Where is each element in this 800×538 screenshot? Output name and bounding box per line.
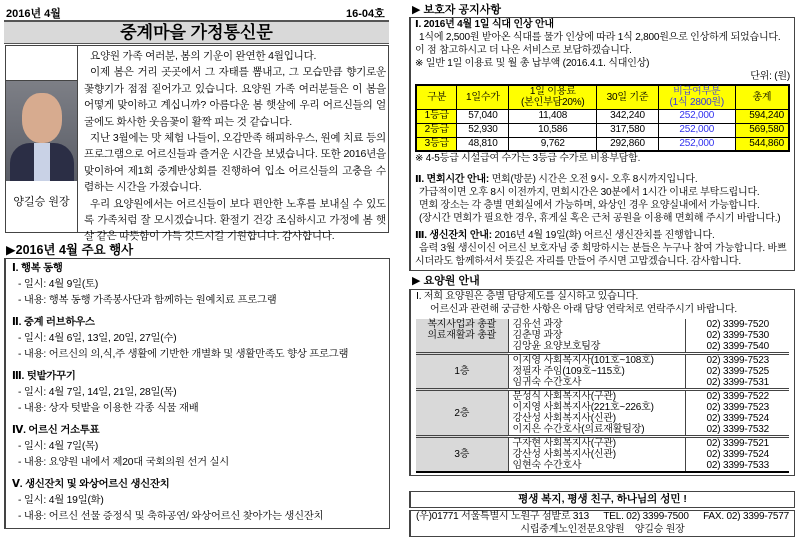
staff-name: 정필자 주임(109호~115호) [508,366,686,377]
contact-row [416,354,789,367]
contact-group: 복지사업과 총괄 의료재활과 총괄 [416,319,508,354]
staff-phone: 02) 3399-7525 [706,366,769,377]
footer-address: (우)01771 서울특별시 노원구 섬밭로 313 [416,511,589,522]
intro-paragraph: 지난 3월에는 맛 체험 나들이, 오감만족 해피하우스, 원예 치료 등의 프로그램으로 어르신들과 즐거운 시간을 보냈습니다. 또한 2016년을 맞이하여 제1회 중계반상회를 진행하여 입소 어르신들의 고충을 수렴하는 시간을 가졌습니다. [84,132,386,194]
fee-header [735,85,789,109]
contact-group: 3층 [416,437,508,473]
staff-phone: 02) 3399-7523 [706,402,769,413]
fee-cell: 48,810 [457,137,509,151]
event-date: - 일시: 4월 9일(토) [18,279,99,290]
birthday-lead: 2016년 4월 19일(화) 어르신 생신잔치를 진행합니다. [491,230,715,241]
fee-header-text: 1일 이용료 [529,86,576,98]
fee-header [597,85,658,109]
staff-phone: 02) 3399-7520 [706,319,769,330]
notices-title: ▶ 보호자 공지사항 [412,4,501,16]
motto: 평생 복지, 평생 친구, 하나님의 성민 ! [409,491,795,508]
fee-cell: 2등급 [416,123,457,137]
fee-row [416,137,789,151]
staff-phone: 02) 3399-7532 [706,424,769,435]
fee-cell: 3등급 [416,137,457,151]
visit-notice [415,173,790,225]
staff-name: 김앙윤 요양보호팀장 [508,341,686,354]
fee-cell: 292,860 [597,137,658,151]
visit-head: Ⅱ. 면회시간 안내: [415,174,490,185]
staff-name: 임현숙 수간호사 [508,460,686,472]
staff-phone: 02) 3399-7521 [686,437,789,450]
visit-line: 면회 장소는 각 층별 면회실에서 가능하며, 와상인 경우 요양실내에서 가능합니다. [419,200,760,211]
event-date: - 일시: 4월 7일, 14일, 21일, 28일(목) [18,387,177,398]
fee-header-text: 구분 [427,91,447,103]
birthday-body: 음력 3월 생신이신 어르신 보호자님 중 희망하시는 분들은 누구나 참여 가능합니다. 바쁘시더라도 함께하셔서 뜻깊은 자리를 만들어 주시면 고맙겠습니다. 감사합니다. [415,243,787,267]
staff-name: 김유선 과장 [508,319,686,330]
staff-phone: 02) 3399-7522 [686,390,789,403]
contact-row [416,319,789,330]
staff-phone: 02) 3399-7524 [706,449,769,460]
event-heading: Ⅰ. 행복 동행 [12,263,63,274]
fee-header-text: (본인부담20%) [521,97,585,109]
guide-line: 어르신과 관련해 궁금한 사항은 아래 담당 연락처로 연락주시기 바랍니다. [430,304,738,315]
director-photo [6,81,78,181]
fee-cell: 544,860 [735,137,789,151]
intro-paragraph: 우리 요양원에서는 어르신들이 보다 편안한 노후를 보내실 수 있도록 가족처럼 잘 모시겠습니다. 환절기 건강 조심하시고 가정에 봄 햇살 같은 따뜻함이 가득 깃드시길 기원합니다. 감사합니다. [84,197,386,243]
staff-phone: 02) 3399-7540 [706,341,769,352]
staff-phone: 02) 3399-7523 [686,354,789,367]
event-heading: Ⅱ. 중계 러브하우스 [12,317,95,328]
staff-name: 임귀숙 수간호사 [508,377,686,390]
fee-header [457,85,509,109]
unit-label: 단위: (원) [750,71,790,82]
visit-line: 가급적이면 오후 8시 이전까지, 면회시간은 30분에서 1시간 이내로 부탁드립니다. [419,187,760,198]
event-content: - 내용: 어르신의 의,식,주 생활에 기반한 개별화 및 생활만족도 향상 프로그램 [18,349,349,360]
fee-cell: 52,930 [457,123,509,137]
birthday-head: Ⅲ. 생신잔치 안내: [415,230,492,241]
page-title: 중계마을 가정통신문 [4,20,389,44]
staff-name: 이지영 사회복지사(221호~226호) [508,402,686,413]
fee-cell: 594,240 [735,109,789,123]
event-content: - 내용: 상자 텃밭을 이용한 각종 식물 재배 [18,403,199,414]
fee-row [416,109,789,123]
event-heading: Ⅲ. 텃밭가꾸기 [12,371,76,382]
fee-cell: 252,000 [658,123,735,137]
fee-header-text: 30일 기준 [606,91,649,103]
intro-text [84,48,386,245]
fee-cell: 1등급 [416,109,457,123]
fee-cell: 342,240 [597,109,658,123]
fee-header [658,85,735,109]
fee-row [416,123,789,137]
event-content: - 내용: 요양원 내에서 제20대 국회의원 선거 실시 [18,457,230,468]
staff-name: 김춘명 과장 [508,330,686,341]
fee-header-text: (1식 2800원) [669,97,725,109]
contact-group: 1층 [416,354,508,390]
director-name: 양길승 원장 [6,181,78,232]
fee-cell: 252,000 [658,109,735,123]
fee-header-text: 비급여부분 [673,86,721,98]
fee-header [509,85,597,109]
intro-paragraph: 이제 봄은 거리 곳곳에서 그 자태를 뽐내고, 그 모습만큼 향기로운 꽃향기가 점점 짙어가고 있습니다. 요양원 가족 여러분들은 이 봄을 어떻게 맞이하고 계십니까? 아름다운 봄 햇살에 우리 어르신들의 얼굴에도 화사한 웃음꽃이 활짝 피는 것 같습니다. [84,66,386,128]
contact-table [416,319,789,473]
fee-header [416,85,457,109]
fee-cell: 57,040 [457,109,509,123]
footer-org: 시립중계노인전문요양원 양길승 원장 [520,523,685,535]
event-heading: Ⅳ. 어르신 거소투표 [12,425,100,436]
event-date: - 일시: 4월 19일(화) [18,495,104,506]
issue-date: 2016년 4월 [6,8,61,20]
fee-cell: 569,580 [735,123,789,137]
contact-row [416,437,789,450]
fee-header-text: 총계 [752,91,772,103]
meal-body: 1식에 2,500원 받아온 식대를 물가 인상에 따라 1식 2,800원으로 인상하게 되었습니다. 이 점 참고하시고 더 나은 서비스로 보답하겠습니다. [415,32,781,56]
guide-title: ▶ 요양원 안내 [412,275,480,287]
visit-line: (장시간 면회가 필요한 경우, 휴게실 혹은 근처 공원을 이용해 면회해 주시기 바랍니다.) [419,213,781,224]
fee-cell: 11,408 [509,109,597,123]
visit-lead: 면회(방문) 시간은 오전 9시- 오후 8시까지입니다. [489,174,698,185]
birthday-notice [415,229,790,268]
fee-cell: 317,580 [597,123,658,137]
meal-head: Ⅰ. 2016년 4월 1일 식대 인상 안내 [415,19,554,30]
footer-tel: TEL. 02) 3399-7500 [603,511,689,522]
staff-phone: 02) 3399-7530 [706,330,769,341]
event-content: - 내용: 행복 동행 가족봉사단과 함께하는 원예치료 프로그램 [18,295,277,306]
fee-header-text: 1일수가 [466,91,500,103]
staff-phone: 02) 3399-7524 [706,413,769,424]
staff-phone: 02) 3399-7531 [706,377,769,388]
staff-name: 이지은 수간호사(의료재활팀장) [508,424,686,437]
staff-name: 이지영 사회복지사(101호~108호) [508,354,686,367]
meal-note: ※ 일반 1일 이용료 및 월 총 납부액 (2016.4.1. 식대인상) [415,58,650,69]
events-box [4,258,390,529]
guide-box [409,289,795,476]
footer [409,510,795,537]
staff-name: 문성식 사회복지사(구관) [508,390,686,403]
event-date: - 일시: 4월 7일(목) [18,441,99,452]
staff-phone: 02) 3399-7533 [706,460,769,471]
contact-group: 2층 [416,390,508,437]
events-title: ▶2016년 4월 주요 행사 [6,243,134,257]
right-column [409,3,795,476]
contact-row [416,390,789,403]
footer-fax: FAX. 02) 3399-7577 [703,511,789,522]
fee-cell: 9,762 [509,137,597,151]
fee-footnote: ※ 4-5등급 시설급여 수가는 3등급 수가로 비용부담함. [415,153,641,164]
fee-cell: 252,000 [658,137,735,151]
event-date: - 일시: 4월 6일, 13일, 20일, 27일(수) [18,333,177,344]
staff-name: 강산성 사회복지사(신관) [508,413,686,424]
intro-box [5,45,389,243]
intro-paragraph: 요양원 가족 여러분, 봄의 기운이 완연한 4월입니다. [90,50,317,62]
guide-line: Ⅰ. 저희 요양원은 층별 담당제도를 실시하고 있습니다. [416,291,639,302]
event-heading: Ⅴ. 생신잔치 및 와상어르신 생신잔치 [12,479,170,490]
issue-number: 16-04호 [346,8,385,20]
event-content: - 내용: 어르신 선물 증정식 및 축하공연/ 와상어르신 찾아가는 생신잔치 [18,511,324,522]
staff-name: 구자현 사회복지사(구관) [508,437,686,450]
fee-cell: 10,586 [509,123,597,137]
fee-table [415,84,790,152]
staff-name: 강산성 사회복지사(신관) [508,449,686,460]
notices-box [409,17,795,271]
